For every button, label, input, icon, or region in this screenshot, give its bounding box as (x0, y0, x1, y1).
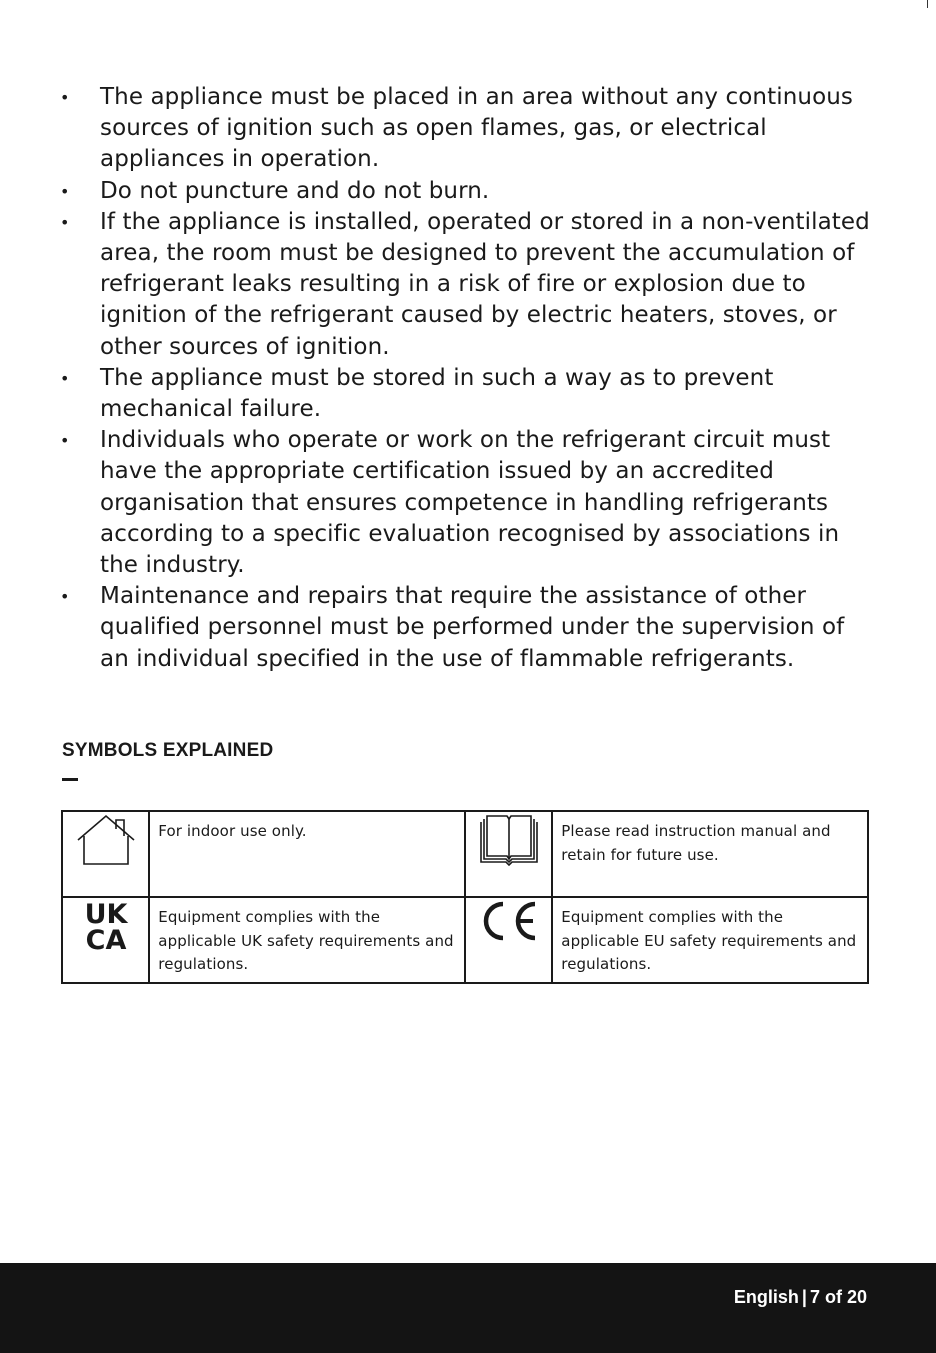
bullet-marker: • (60, 368, 70, 388)
symbol-description: Please read instruction manual and retain for future use. (552, 811, 868, 897)
list-item (62, 207, 872, 363)
page-indicator (734, 1287, 867, 1308)
section-heading: SYMBOLS EXPLAINED (62, 740, 274, 761)
symbols-table (61, 810, 869, 984)
list-item (62, 176, 872, 207)
list-item (62, 363, 872, 425)
book-icon (478, 812, 540, 866)
bullet-marker: • (60, 181, 70, 201)
table-row (62, 897, 868, 983)
bullet-text: If the appliance is installed, operated or stored in a non-ventilated area, the room must be designed to prevent the accumulation of refrigerant leaks resulting in a risk of fire or explosion due to ignition of the refrigerant caused by electric heaters, stoves, or other sources of ignition. (100, 208, 870, 360)
ukca-line-1: UK (84, 899, 128, 930)
bullet-marker: • (60, 212, 70, 232)
table-row (62, 811, 868, 897)
symbol-cell (465, 811, 552, 897)
list-item (62, 82, 872, 176)
symbol-cell (62, 811, 149, 897)
house-icon (75, 812, 137, 868)
bullet-marker: • (60, 431, 70, 451)
ukca-line-2: CA (85, 925, 126, 954)
page-footer (0, 1263, 936, 1353)
page-number: 7 of 20 (809, 1287, 867, 1307)
bullet-text: The appliance must be placed in an area without any continuous sources of ignition such as open flames, gas, or electrical appliances in operation. (100, 84, 854, 173)
bullet-text: Maintenance and repairs that require the assistance of other qualified personnel must be performed under the supervision of an individual specified in the use of flammable refrigerants. (100, 583, 845, 672)
bullet-text: Do not puncture and do not burn. (100, 177, 490, 204)
ce-mark-icon (477, 898, 541, 944)
footer-separator: | (801, 1287, 807, 1307)
language-label: English (733, 1287, 799, 1307)
bullet-marker: • (60, 587, 70, 607)
heading-underline (62, 778, 78, 781)
symbol-cell (62, 897, 149, 983)
symbol-description: Equipment complies with the applicable EU safety requirements and regulations. (552, 897, 868, 983)
symbol-cell (465, 897, 552, 983)
list-item (62, 425, 872, 581)
safety-bullet-list (62, 82, 872, 675)
ukca-mark-icon (78, 898, 134, 954)
list-item (62, 581, 872, 675)
bullet-text: Individuals who operate or work on the refrigerant circuit must have the appropriate certification issued by an accredited organisation that ensures competence in handling refrigerants according to a specific evaluation recognised by associations in the industry. (100, 427, 840, 579)
symbol-description: For indoor use only. (149, 811, 465, 897)
bullet-marker: • (60, 88, 70, 107)
symbol-description: Equipment complies with the applicable UK safety requirements and regulations. (149, 897, 465, 983)
corner-mark (927, 0, 928, 8)
bullet-text: The appliance must be stored in such a way as to prevent mechanical failure. (100, 364, 774, 423)
